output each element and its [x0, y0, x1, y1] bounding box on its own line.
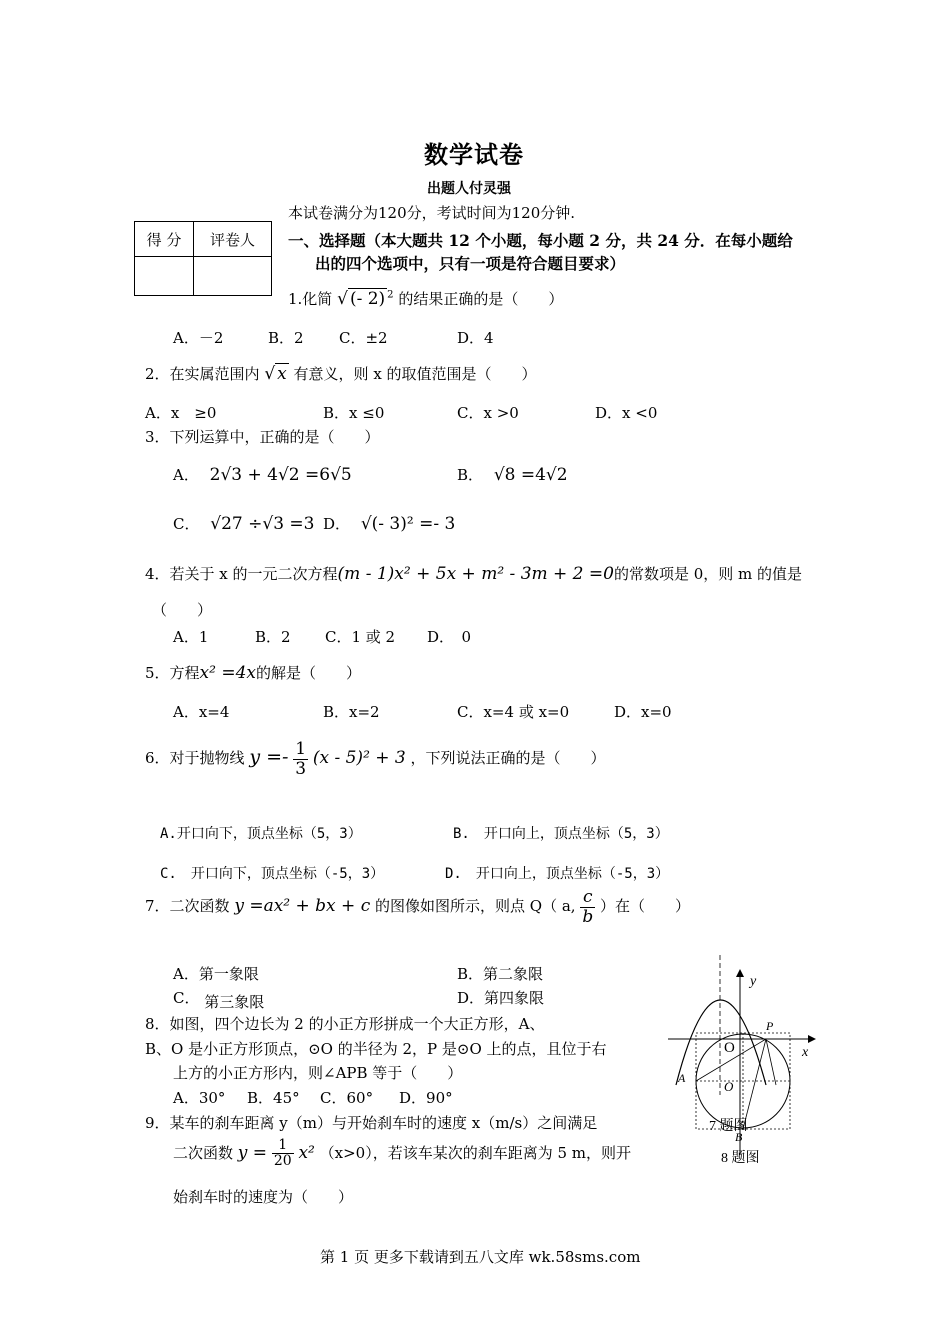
q7-mid: 的图像如图所示，则点 Q（ a,: [375, 897, 576, 916]
q3-d-label: D．: [323, 515, 351, 533]
q8-option-a[interactable]: A．30°: [173, 1089, 226, 1107]
q1-exp: 2: [387, 289, 394, 301]
q5-suffix: 的解是（ ）: [256, 664, 362, 682]
point-p-label: P: [766, 1019, 774, 1033]
q3-option-b[interactable]: [457, 464, 568, 485]
question-6: [145, 740, 606, 778]
q6-option-b[interactable]: B. 开口向上，顶点坐标（5，3）: [453, 826, 669, 842]
score-header: 得 分: [135, 222, 194, 257]
q2-suffix: 有意义，则 x 的取值范围是（ ）: [293, 365, 537, 383]
q9-fraction: [272, 1138, 294, 1170]
q1-suffix: 的结果正确的是（ ）: [398, 290, 564, 308]
q1-radicand: (- 2): [349, 289, 386, 309]
q7-fraction: [580, 888, 595, 926]
point-b-label: B: [735, 1130, 743, 1144]
q3-c-expr: √27 ÷√3 =3: [210, 514, 315, 534]
q6-num: 1: [295, 739, 307, 759]
question-3: 3．下列运算中，正确的是（ ）: [145, 428, 380, 446]
q1-prefix: 1.化简: [288, 290, 333, 308]
q2-option-b[interactable]: B．x ≤0: [323, 404, 385, 422]
question-4: [145, 563, 802, 584]
figure-8-caption: 8 题图: [721, 1151, 760, 1166]
q8-line-bp: [743, 1039, 766, 1129]
q3-option-d[interactable]: [323, 513, 455, 534]
q7-option-a[interactable]: A．第一象限: [173, 965, 259, 983]
q6-rhs: (x - 5)² + 3: [312, 748, 406, 769]
q7-c-text: 第三象限: [204, 993, 265, 1011]
q3-option-a[interactable]: [173, 464, 352, 485]
q6-option-c[interactable]: C. 开口向下，顶点坐标（-5，3）: [160, 866, 385, 882]
section-heading-line2: 出的四个选项中，只有一项是符合题目要求）: [315, 254, 626, 273]
q7-parabola: [676, 1000, 766, 1085]
q8-line2: B、O 是小正方形顶点，⊙O 的半径为 2，P 是⊙O 上的点，且位于右: [145, 1040, 607, 1058]
q2-radicand: x: [277, 364, 287, 384]
score-table: [134, 221, 272, 296]
q8-option-c[interactable]: C．60°: [320, 1089, 374, 1107]
q1-option-b[interactable]: B．2: [268, 329, 304, 347]
question-7: [145, 888, 690, 926]
author-line: 出题人付灵强: [427, 181, 511, 197]
q2-radical: √ x: [264, 364, 287, 384]
origin-label: O: [724, 1040, 735, 1056]
q6-lhs: y =-: [249, 746, 289, 769]
q8-line3: 上方的小正方形内，则∠APB 等于（ ）: [173, 1064, 463, 1082]
q9-num: 1: [272, 1138, 294, 1154]
q4-option-c[interactable]: C．1 或 2: [325, 628, 396, 646]
q7-c-label: C．: [173, 989, 200, 1007]
q3-d-expr: √(- 3)² =- 3: [360, 514, 456, 534]
q4-expr: (m - 1)x² + 5x + m² - 3m + 2 =0: [337, 564, 614, 584]
q2-option-a[interactable]: A．x ≥0: [145, 404, 217, 422]
q6-option-d[interactable]: D. 开口向上，顶点坐标（-5，3）: [445, 866, 670, 882]
q9-suffix: （x>0），若该车某次的刹车距离为 5 m，则开: [319, 1143, 632, 1162]
q6-prefix: 6．对于抛物线: [145, 749, 245, 768]
q6-fraction: [293, 740, 308, 778]
question-2: [145, 363, 537, 384]
q9-lhs: y =: [237, 1142, 268, 1163]
q2-option-d[interactable]: D．x <0: [595, 404, 658, 422]
q5-prefix: 5．方程: [145, 664, 200, 682]
q1-option-c[interactable]: C．±2: [339, 329, 388, 347]
q9-line1: 9．某车的刹车距离 y（m）与开始刹车时的速度 x（m/s）之间满足: [145, 1114, 598, 1132]
page-title: 数学试卷: [424, 140, 524, 169]
q6-option-a[interactable]: A.开口向下，顶点坐标（5，3）: [160, 826, 362, 842]
q2-option-c[interactable]: C．x >0: [457, 404, 519, 422]
section-heading-line1: 一、选择题（本大题共 12 个小题，每小题 2 分，共 24 分．在每小题给: [288, 231, 793, 250]
circle-center-label: O: [724, 1079, 734, 1094]
q4-paren: （ ）: [152, 601, 213, 619]
page-footer: 第 1 页 更多下载请到五八文库 wk.58sms.com: [320, 1248, 641, 1266]
q7-suffix: ）在（ ）: [600, 897, 691, 916]
q9-den: 20: [273, 1153, 292, 1170]
figure-7-caption: 7 题图: [709, 1119, 748, 1134]
intro-line: 本试卷满分为120分，考试时间为120分钟.: [288, 204, 576, 222]
point-a-label: A: [678, 1071, 686, 1085]
q5-option-d[interactable]: D．x=0: [614, 703, 672, 721]
q3-a-label: A．: [173, 466, 199, 484]
q3-c-label: C．: [173, 515, 200, 533]
x-axis-label: x: [802, 1045, 809, 1060]
figure-q7-q8: [668, 955, 828, 1170]
q7-den: b: [582, 906, 594, 927]
grader-cell[interactable]: [194, 257, 272, 296]
question-5: [145, 662, 361, 683]
q7-x-arrow: [808, 1035, 816, 1043]
q7-option-d[interactable]: D．第四象限: [457, 989, 545, 1007]
q6-den: 3: [295, 758, 307, 779]
q4-suffix: 的常数项是 0，则 m 的值是: [613, 565, 803, 583]
q5-expr: x² =4x: [199, 663, 257, 683]
q7-option-c[interactable]: [173, 987, 265, 1011]
q7-option-b[interactable]: B．第二象限: [457, 965, 544, 983]
q5-option-b[interactable]: B．x=2: [323, 703, 380, 721]
q1-option-d[interactable]: D．4: [457, 329, 494, 347]
q1-option-a[interactable]: A．－2: [173, 329, 224, 347]
q9-rhs: x²: [298, 1142, 315, 1163]
q4-option-a[interactable]: A．1: [173, 628, 209, 646]
q4-option-b[interactable]: B．2: [255, 628, 291, 646]
q9-line2: [173, 1138, 631, 1170]
q7-y-arrow: [736, 969, 744, 977]
q7-prefix: 7．二次函数: [145, 897, 230, 916]
q3-b-expr: √8 =4√2: [493, 465, 568, 485]
question-1: [288, 288, 563, 309]
q5-option-a[interactable]: A．x=4: [173, 703, 230, 721]
q9-prefix: 二次函数: [173, 1143, 234, 1162]
q1-radical: √ (- 2) $^2$: [337, 289, 394, 309]
q4-prefix: 4．若关于 x 的一元二次方程: [145, 565, 338, 583]
q5-option-c[interactable]: C．x=4 或 x=0: [457, 703, 570, 721]
q9-line3: 始刹车时的速度为（ ）: [173, 1188, 354, 1206]
q3-option-c[interactable]: [173, 513, 315, 534]
q8-option-d[interactable]: D．90°: [399, 1089, 453, 1107]
y-axis-label: y: [750, 974, 757, 989]
q8-option-b[interactable]: B．45°: [247, 1089, 300, 1107]
q7-expr: y =ax² + bx + c: [234, 896, 371, 917]
grader-header: 评卷人: [194, 222, 272, 257]
q3-b-label: B．: [457, 466, 484, 484]
q7-num: c: [580, 888, 595, 908]
q4-option-d[interactable]: D． 0: [427, 628, 472, 646]
q3-a-expr: 2√3 + 4√2 =6√5: [209, 465, 352, 485]
q2-prefix: 2．在实属范围内: [145, 365, 260, 383]
q6-suffix: ，下列说法正确的是（ ）: [410, 749, 606, 768]
q8-line1: 8．如图，四个边长为 2 的小正方形拼成一个大正方形，A、: [145, 1015, 545, 1033]
score-cell[interactable]: [135, 257, 194, 296]
